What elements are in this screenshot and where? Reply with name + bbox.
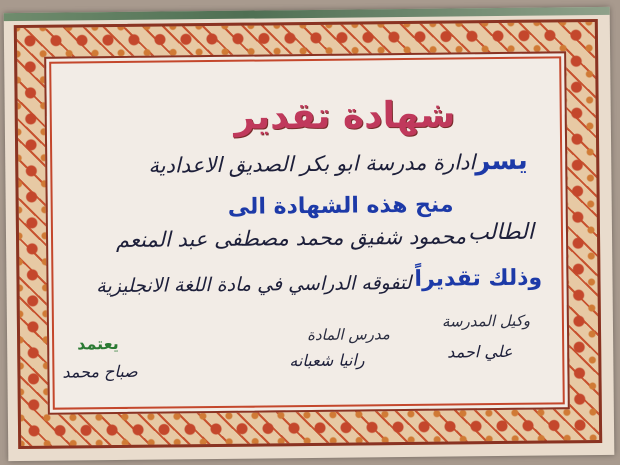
certificate-paper	[4, 7, 615, 461]
deputy-signature: علي احمد	[447, 341, 513, 362]
school-administration-text: ادارة مدرسة ابو بكر الصديق الاعدادية	[148, 150, 476, 178]
teacher-signature: رانيا شعبانه	[289, 350, 365, 371]
deputy-label: وكيل المدرسة	[441, 311, 531, 331]
approve-label: يعتمد	[77, 333, 119, 354]
certificate-title: شهادة تقدير	[234, 94, 456, 138]
line1-prefix: يسر	[475, 145, 528, 177]
approve-signature: صباح محمد	[62, 361, 138, 382]
reason-prefix: وذلك تقديراً	[414, 265, 543, 292]
student-prefix: الطالب	[467, 219, 534, 246]
award-subtitle: منح هذه الشهادة الى	[227, 192, 454, 220]
reason-text: لتفوقه الدراسي في مادة اللغة الانجليزية	[96, 271, 412, 298]
student-name: محمود شفيق محمد مصطفى عبد المنعم	[115, 224, 467, 253]
teacher-label: مدرس المادة	[306, 325, 390, 345]
